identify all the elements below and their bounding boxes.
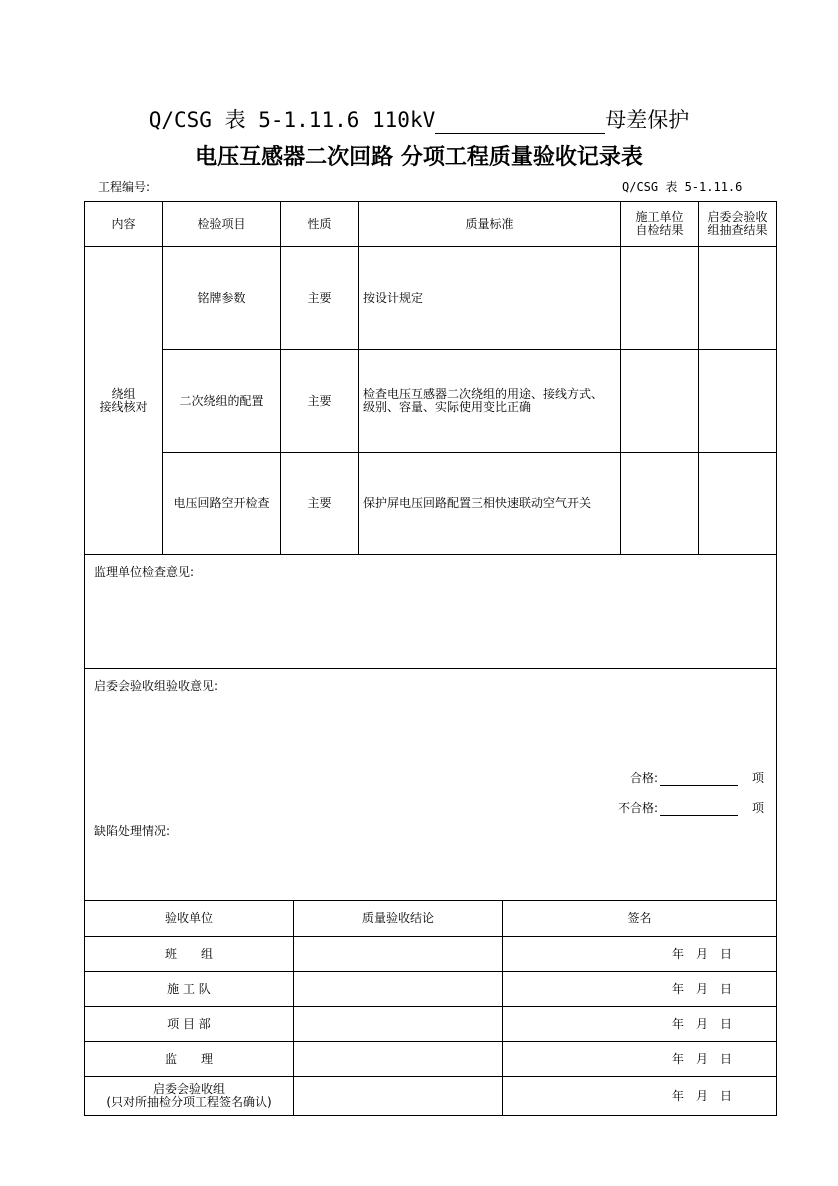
title-line-2: 电压互感器二次回路 分项工程质量验收记录表 (195, 145, 643, 170)
sign-header-conclusion: 质量验收结论 (293, 900, 503, 937)
title-blank (435, 111, 605, 134)
sign-row-signature-cell[interactable] (502, 1076, 777, 1116)
fail-unit: 项 (751, 801, 764, 815)
sign-row-conclusion-cell[interactable] (293, 1041, 503, 1077)
sign-row-conclusion-cell[interactable] (293, 1076, 503, 1116)
sign-row-unit: 启委会验收组 (只对所抽检分项工程签名确认) (84, 1076, 294, 1116)
project-no-label: 工程编号: (98, 180, 151, 194)
row-nature: 主要 (280, 452, 359, 555)
pass-line (630, 769, 764, 786)
row-self-check-cell[interactable] (620, 246, 699, 350)
sign-row-date: 年 月 日 (671, 946, 732, 961)
supervision-label: 监理单位检查意见: (94, 565, 195, 579)
row-item: 二次绕组的配置 (162, 349, 281, 453)
pass-label: 合格: (629, 771, 658, 785)
header-item: 检验项目 (162, 201, 281, 247)
sign-row-unit: 监 理 (84, 1041, 294, 1077)
commission-label: 启委会验收组验收意见: (94, 679, 219, 693)
title-line-1 (0, 104, 838, 134)
row-item: 电压回路空开检查 (162, 452, 281, 555)
fail-count-field[interactable] (660, 803, 738, 816)
sign-row-signature-cell[interactable] (502, 1006, 777, 1042)
sign-row-conclusion-cell[interactable] (293, 1006, 503, 1042)
header-self-check: 施工单位 自检结果 (620, 201, 699, 247)
row-nature: 主要 (280, 246, 359, 350)
sign-row-signature-cell[interactable] (502, 1041, 777, 1077)
sign-row-date: 年 月 日 (671, 1051, 732, 1066)
header-nature: 性质 (280, 201, 359, 247)
pass-unit: 项 (751, 771, 764, 785)
row-standard: 按设计规定 (358, 246, 621, 350)
sign-row-date: 年 月 日 (671, 1088, 732, 1103)
title-suffix: 母差保护 (605, 108, 690, 132)
row-nature: 主要 (280, 349, 359, 453)
header-standard: 质量标准 (358, 201, 621, 247)
sign-row-date: 年 月 日 (671, 1016, 732, 1031)
row-item: 铭牌参数 (162, 246, 281, 350)
fail-label: 不合格: (617, 801, 658, 815)
sign-row-unit: 班 组 (84, 936, 294, 972)
row-spot-check-cell[interactable] (698, 452, 777, 555)
sign-header-signature: 签名 (502, 900, 777, 937)
row-spot-check-cell[interactable] (698, 349, 777, 453)
row-spot-check-cell[interactable] (698, 246, 777, 350)
pass-count-field[interactable] (660, 773, 738, 786)
sign-row-unit: 项 目 部 (84, 1006, 294, 1042)
row-self-check-cell[interactable] (620, 349, 699, 453)
sign-row-unit: 施 工 队 (84, 971, 294, 1007)
header-content: 内容 (84, 201, 163, 247)
sign-row-conclusion-cell[interactable] (293, 971, 503, 1007)
sign-row-signature-cell[interactable] (502, 971, 777, 1007)
row-standard: 保护屏电压回路配置三相快速联动空气开关 (358, 452, 621, 555)
group-label: 绕组 接线核对 (84, 246, 163, 555)
header-spot-check: 启委会验收 组抽查结果 (698, 201, 777, 247)
defect-label: 缺陷处理情况: (94, 824, 171, 838)
fail-line (618, 799, 764, 816)
sign-row-date: 年 月 日 (671, 981, 732, 996)
row-self-check-cell[interactable] (620, 452, 699, 555)
sign-row-conclusion-cell[interactable] (293, 936, 503, 972)
form-code: Q/CSG 表 5-1.11.6 (622, 180, 743, 194)
sign-row-signature-cell[interactable] (502, 936, 777, 972)
row-standard: 检查电压互感器二次绕组的用途、接线方式、级别、容量、实际使用变比正确 (358, 349, 621, 453)
sign-header-unit: 验收单位 (84, 900, 294, 937)
title-prefix: Q/CSG 表 5-1.11.6 110kV (148, 108, 436, 132)
